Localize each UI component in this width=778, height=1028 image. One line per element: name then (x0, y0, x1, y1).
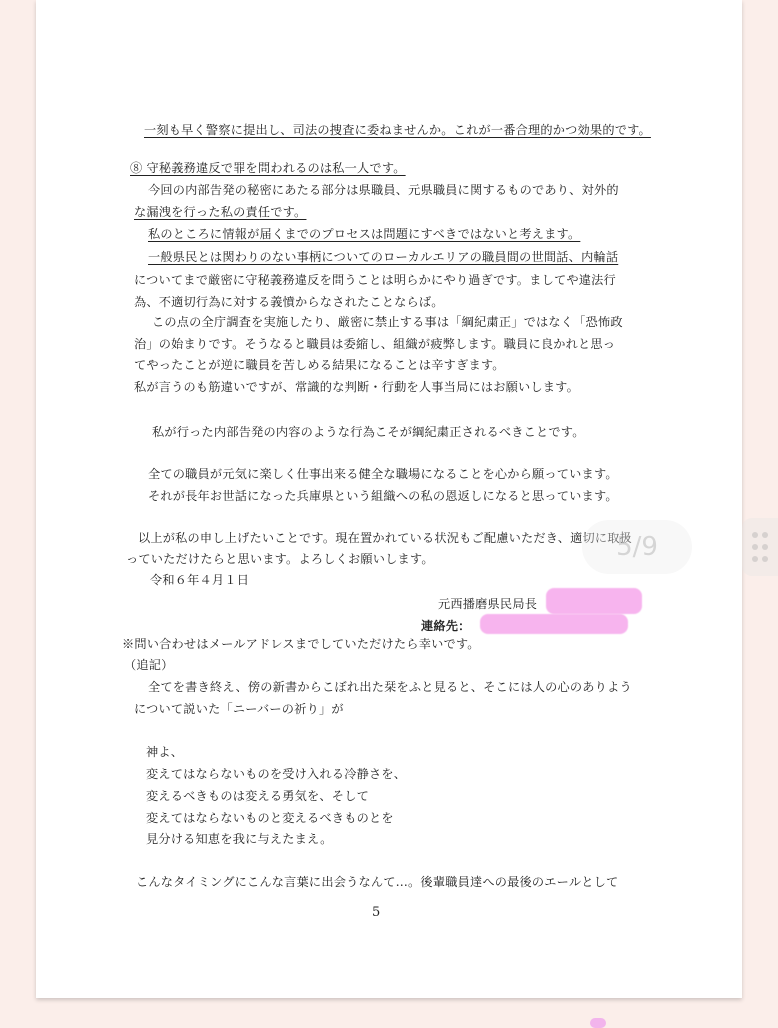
text-line-30: こんなタイミングにこんな言葉に出会うなんて…。後輩職員達への最後のエールとして (136, 875, 619, 889)
text-line-14: 全ての職員が元気に楽しく仕事出来る健全な職場になることを心から願っています。 (148, 467, 618, 481)
redaction-mark-contact (480, 614, 628, 634)
text-line-8: 為、不適切行為に対する義憤からなされたことならば。 (134, 295, 444, 309)
scroll-indicator (590, 1018, 606, 1028)
text-line-11: てやったことが逆に職員を苦しめる結果になることは辛すぎます。 (134, 358, 505, 372)
page-indicator: 5/9 (582, 520, 692, 574)
prayer-line-4: 変えてはならないものと変えるべきものとを (146, 811, 394, 825)
date-line: 令和６年４月１日 (150, 573, 250, 587)
contact-label: 連絡先： (421, 619, 471, 633)
note-line: ※問い合わせはメールアドレスまでしていただけたら幸いです。 (122, 637, 480, 651)
page-number: 5 (372, 905, 381, 920)
text-line-15: それが長年お世話になった兵庫県という組織への私の恩返しになると思っています。 (148, 489, 618, 503)
text-line-24: について説いた「ニーバーの祈り」が (134, 702, 344, 716)
text-line-3: 今回の内部告発の秘密にあたる部分は県職員、元県職員に関するものであり、対外的 (148, 183, 619, 197)
item-8-heading: ⑧ 守秘義務違反で罪を問われるのは私一人です。 (130, 161, 406, 175)
text-line-7: についてまで厳密に守秘義務違反を問うことは明らかにやり過ぎです。ましてや違法行 (134, 273, 616, 287)
document-page (36, 0, 742, 998)
signature-title: 元西播磨県民局長 (438, 597, 538, 611)
text-line-9: この点の全庁調査を実施したり、厳密に禁止する事は「綱紀粛正」ではなく「恐怖政 (152, 315, 623, 329)
text-line-16: 以上が私の申し上げたいことです。現在置かれている状況もご配慮いただき、適切に取扱 (138, 531, 633, 545)
prayer-line-5: 見分ける知恵を我に与えたまえ。 (146, 832, 333, 846)
postscript-label: （追記） (124, 658, 174, 672)
text-line-1: 一刻も早く警察に提出し、司法の捜査に委ねませんか。これが一番合理的かつ効果的です。 (144, 123, 651, 137)
text-line-4: な漏洩を行った私の責任です。 (134, 205, 307, 219)
text-line-12: 私が言うのも筋違いですが、常識的な判断・行動を人事当局にはお願いします。 (134, 380, 579, 394)
prayer-line-2: 変えてはならないものを受け入れる冷静さを、 (146, 767, 407, 781)
text-line-17: っていただけたらと思います。よろしくお願いします。 (126, 552, 434, 566)
text-line-13: 私が行った内部告発の内容のような行為こそが綱紀粛正されるべきことです。 (152, 425, 585, 439)
text-line-23: 全てを書き終え、傍の新書からこぼれ出た栞をふと見ると、そこには人の心のありよう (148, 680, 632, 694)
text-line-10: 治」の始まりです。そうなると職員は委縮し、組織が疲弊します。職員に良かれと思っ (134, 337, 616, 351)
prayer-line-3: 変えるべきものは変える勇気を、そして (146, 789, 369, 803)
menu-handle-icon[interactable] (742, 518, 778, 576)
text-line-5: 私のところに情報が届くまでのプロセスは問題にすべきではないと考えます。 (148, 227, 581, 241)
redaction-mark-name (546, 588, 642, 614)
text-line-6: 一般県民とは関わりのない事柄についてのローカルエリアの職員間の世間話、内輪話 (148, 250, 619, 264)
prayer-line-1: 神よ、 (146, 745, 184, 759)
